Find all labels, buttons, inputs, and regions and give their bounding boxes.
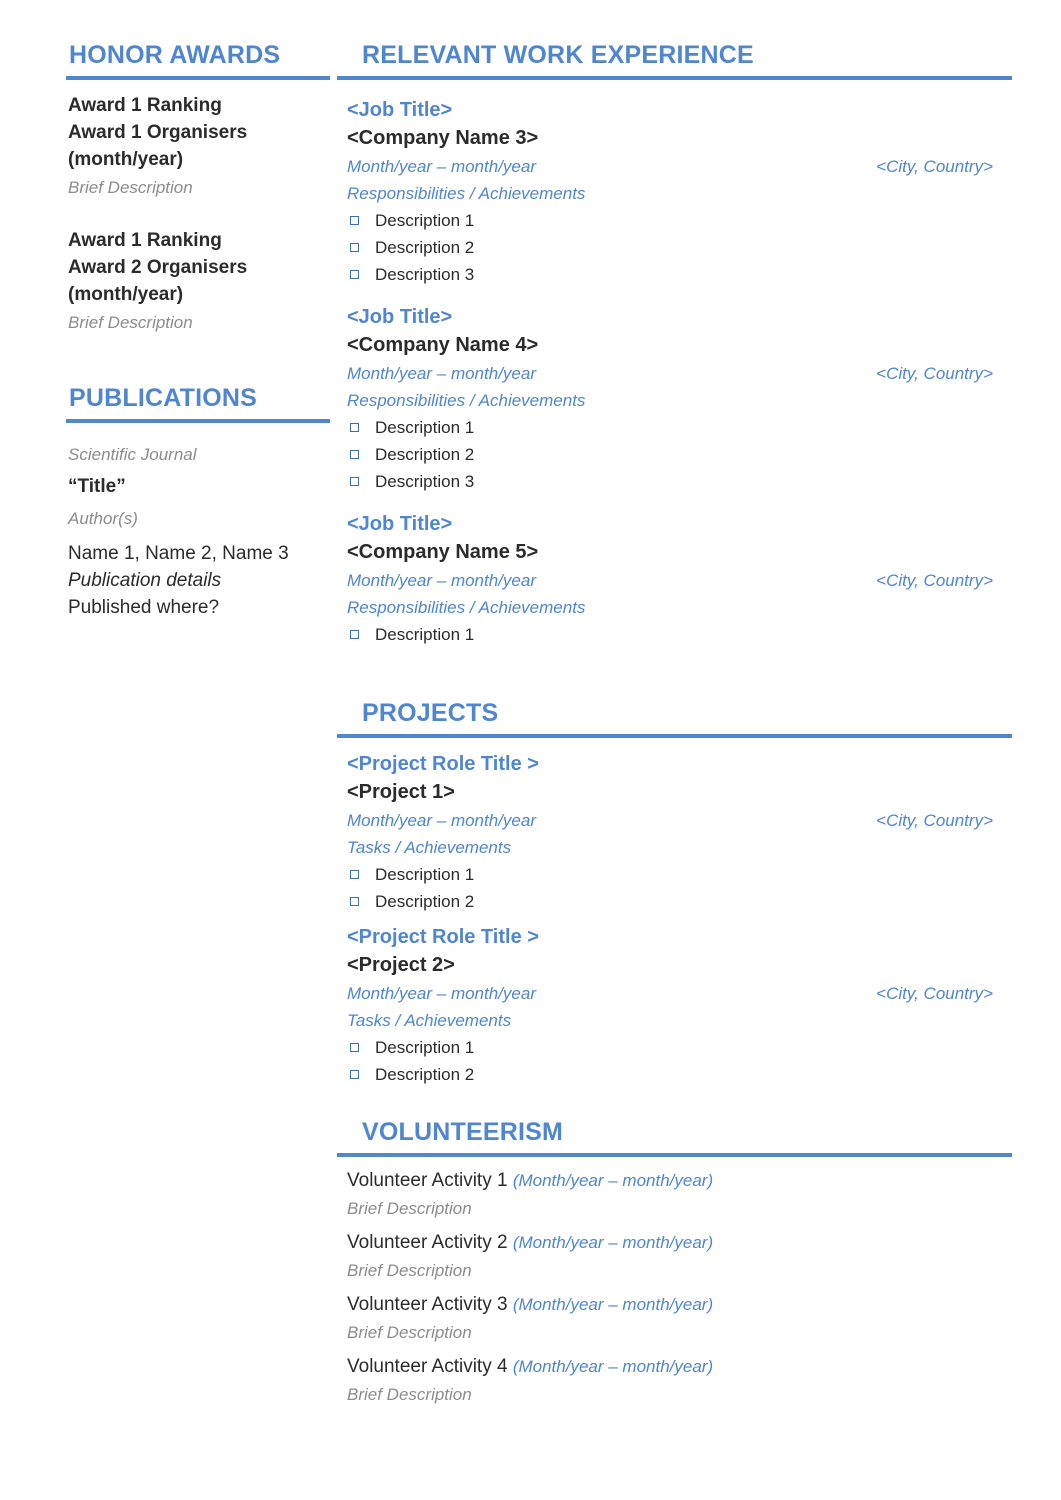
company-name: <Company Name 3> <box>347 127 539 149</box>
job-dates: Month/year – month/year <box>347 157 536 176</box>
project-name: <Project 1> <box>347 781 455 803</box>
project-location: <City, Country> <box>876 984 993 1003</box>
volunteer-activity: Volunteer Activity 4 <box>347 1356 508 1377</box>
publication-details: Publication details <box>68 570 222 591</box>
checkbox-bullet-icon <box>350 216 359 225</box>
project-name: <Project 2> <box>347 954 455 976</box>
project-dates: Month/year – month/year <box>347 984 536 1003</box>
job-location: <City, Country> <box>876 364 993 383</box>
company-name: <Company Name 4> <box>347 334 539 356</box>
description-text: Description 2 <box>375 892 475 911</box>
description-list <box>347 861 1012 915</box>
job-title: <Job Title> <box>347 99 453 121</box>
project-role-title: <Project Role Title > <box>347 926 539 948</box>
checkbox-bullet-icon <box>350 870 359 879</box>
project-meta <box>347 980 993 1007</box>
checkbox-bullet-icon <box>350 243 359 252</box>
description-list <box>347 621 1012 648</box>
checkbox-bullet-icon <box>350 1043 359 1052</box>
publication-journal: Scientific Journal <box>68 445 197 464</box>
description-text: Description 2 <box>375 1065 475 1084</box>
volunteer-dates: (Month/year – month/year) <box>512 1295 714 1314</box>
volunteer-description: Brief Description <box>347 1385 472 1404</box>
description-text: Description 2 <box>375 445 475 464</box>
volunteer-activity: Volunteer Activity 1 <box>347 1170 508 1191</box>
honor-awards-heading: HONOR AWARDS <box>66 40 330 80</box>
volunteer-line <box>347 1167 1012 1195</box>
description-text: Description 1 <box>375 625 475 644</box>
responsibilities-label: Responsibilities / Achievements <box>347 598 586 617</box>
description-text: Description 3 <box>375 265 475 284</box>
job-title: <Job Title> <box>347 513 453 535</box>
award-ranking: Award 1 Ranking <box>68 230 222 251</box>
list-item <box>347 441 1012 468</box>
job-meta <box>347 360 993 387</box>
checkbox-bullet-icon <box>350 477 359 486</box>
list-item <box>347 861 1012 888</box>
left-column <box>66 40 330 621</box>
list-item <box>347 1061 1012 1088</box>
list-item <box>347 1034 1012 1061</box>
volunteer-activity: Volunteer Activity 2 <box>347 1232 508 1253</box>
projects-heading: PROJECTS <box>337 698 1012 738</box>
description-text: Description 2 <box>375 238 475 257</box>
volunteer-entry <box>337 1167 1012 1223</box>
list-item <box>347 261 1012 288</box>
list-item <box>347 207 1012 234</box>
job-location: <City, Country> <box>876 157 993 176</box>
description-list <box>347 1034 1012 1088</box>
checkbox-bullet-icon <box>350 450 359 459</box>
volunteer-activity: Volunteer Activity 3 <box>347 1294 508 1315</box>
description-text: Description 3 <box>375 472 475 491</box>
publication-where: Published where? <box>68 597 220 618</box>
tasks-label: Tasks / Achievements <box>347 838 512 857</box>
list-item <box>347 234 1012 261</box>
job-title: <Job Title> <box>347 306 453 328</box>
job-entry <box>337 96 1012 288</box>
publication-title: “Title” <box>68 476 126 497</box>
description-text: Description 1 <box>375 1038 475 1057</box>
volunteer-description: Brief Description <box>347 1261 472 1280</box>
award-organisers: Award 1 Organisers <box>68 122 248 143</box>
publications-heading: PUBLICATIONS <box>66 383 330 423</box>
job-entry <box>337 303 1012 495</box>
job-location: <City, Country> <box>876 571 993 590</box>
list-item <box>347 468 1012 495</box>
list-item <box>347 414 1012 441</box>
description-list <box>347 207 1012 288</box>
volunteer-line <box>347 1229 1012 1257</box>
job-dates: Month/year – month/year <box>347 571 536 590</box>
work-experience-heading: RELEVANT WORK EXPERIENCE <box>337 40 1012 80</box>
description-list <box>347 414 1012 495</box>
checkbox-bullet-icon <box>350 1070 359 1079</box>
volunteer-entry <box>337 1229 1012 1285</box>
list-item <box>347 888 1012 915</box>
award-organisers: Award 2 Organisers <box>68 257 248 278</box>
company-name: <Company Name 5> <box>347 541 539 563</box>
tasks-label: Tasks / Achievements <box>347 1011 512 1030</box>
volunteer-list <box>337 1167 1012 1409</box>
list-item <box>347 621 1012 648</box>
award-date: (month/year) <box>68 284 184 305</box>
award-entry <box>66 227 330 338</box>
checkbox-bullet-icon <box>350 897 359 906</box>
publication-names: Name 1, Name 2, Name 3 <box>68 543 289 564</box>
description-text: Description 1 <box>375 211 475 230</box>
project-entry <box>337 923 1012 1088</box>
volunteer-description: Brief Description <box>347 1199 472 1218</box>
right-column <box>337 40 1012 1415</box>
description-text: Description 1 <box>375 418 475 437</box>
checkbox-bullet-icon <box>350 270 359 279</box>
volunteer-line <box>347 1291 1012 1319</box>
publication-authors-label: Author(s) <box>68 509 138 528</box>
project-role-title: <Project Role Title > <box>347 753 539 775</box>
job-meta <box>347 153 993 180</box>
volunteer-entry <box>337 1291 1012 1347</box>
project-dates: Month/year – month/year <box>347 811 536 830</box>
description-text: Description 1 <box>375 865 475 884</box>
award-entry <box>66 92 330 203</box>
volunteer-dates: (Month/year – month/year) <box>512 1171 714 1190</box>
award-description: Brief Description <box>68 313 193 332</box>
project-meta <box>347 807 993 834</box>
award-ranking: Award 1 Ranking <box>68 95 222 116</box>
responsibilities-label: Responsibilities / Achievements <box>347 184 586 203</box>
publication-entry <box>66 440 330 621</box>
volunteer-entry <box>337 1353 1012 1409</box>
job-entry <box>337 510 1012 648</box>
responsibilities-label: Responsibilities / Achievements <box>347 391 586 410</box>
project-entry <box>337 750 1012 915</box>
award-date: (month/year) <box>68 149 184 170</box>
volunteer-description: Brief Description <box>347 1323 472 1342</box>
checkbox-bullet-icon <box>350 630 359 639</box>
job-dates: Month/year – month/year <box>347 364 536 383</box>
award-description: Brief Description <box>68 178 193 197</box>
job-meta <box>347 567 993 594</box>
volunteer-dates: (Month/year – month/year) <box>512 1357 714 1376</box>
checkbox-bullet-icon <box>350 423 359 432</box>
volunteerism-heading: VOLUNTEERISM <box>337 1117 1012 1157</box>
project-location: <City, Country> <box>876 811 993 830</box>
volunteer-line <box>347 1353 1012 1381</box>
volunteer-dates: (Month/year – month/year) <box>512 1233 714 1252</box>
